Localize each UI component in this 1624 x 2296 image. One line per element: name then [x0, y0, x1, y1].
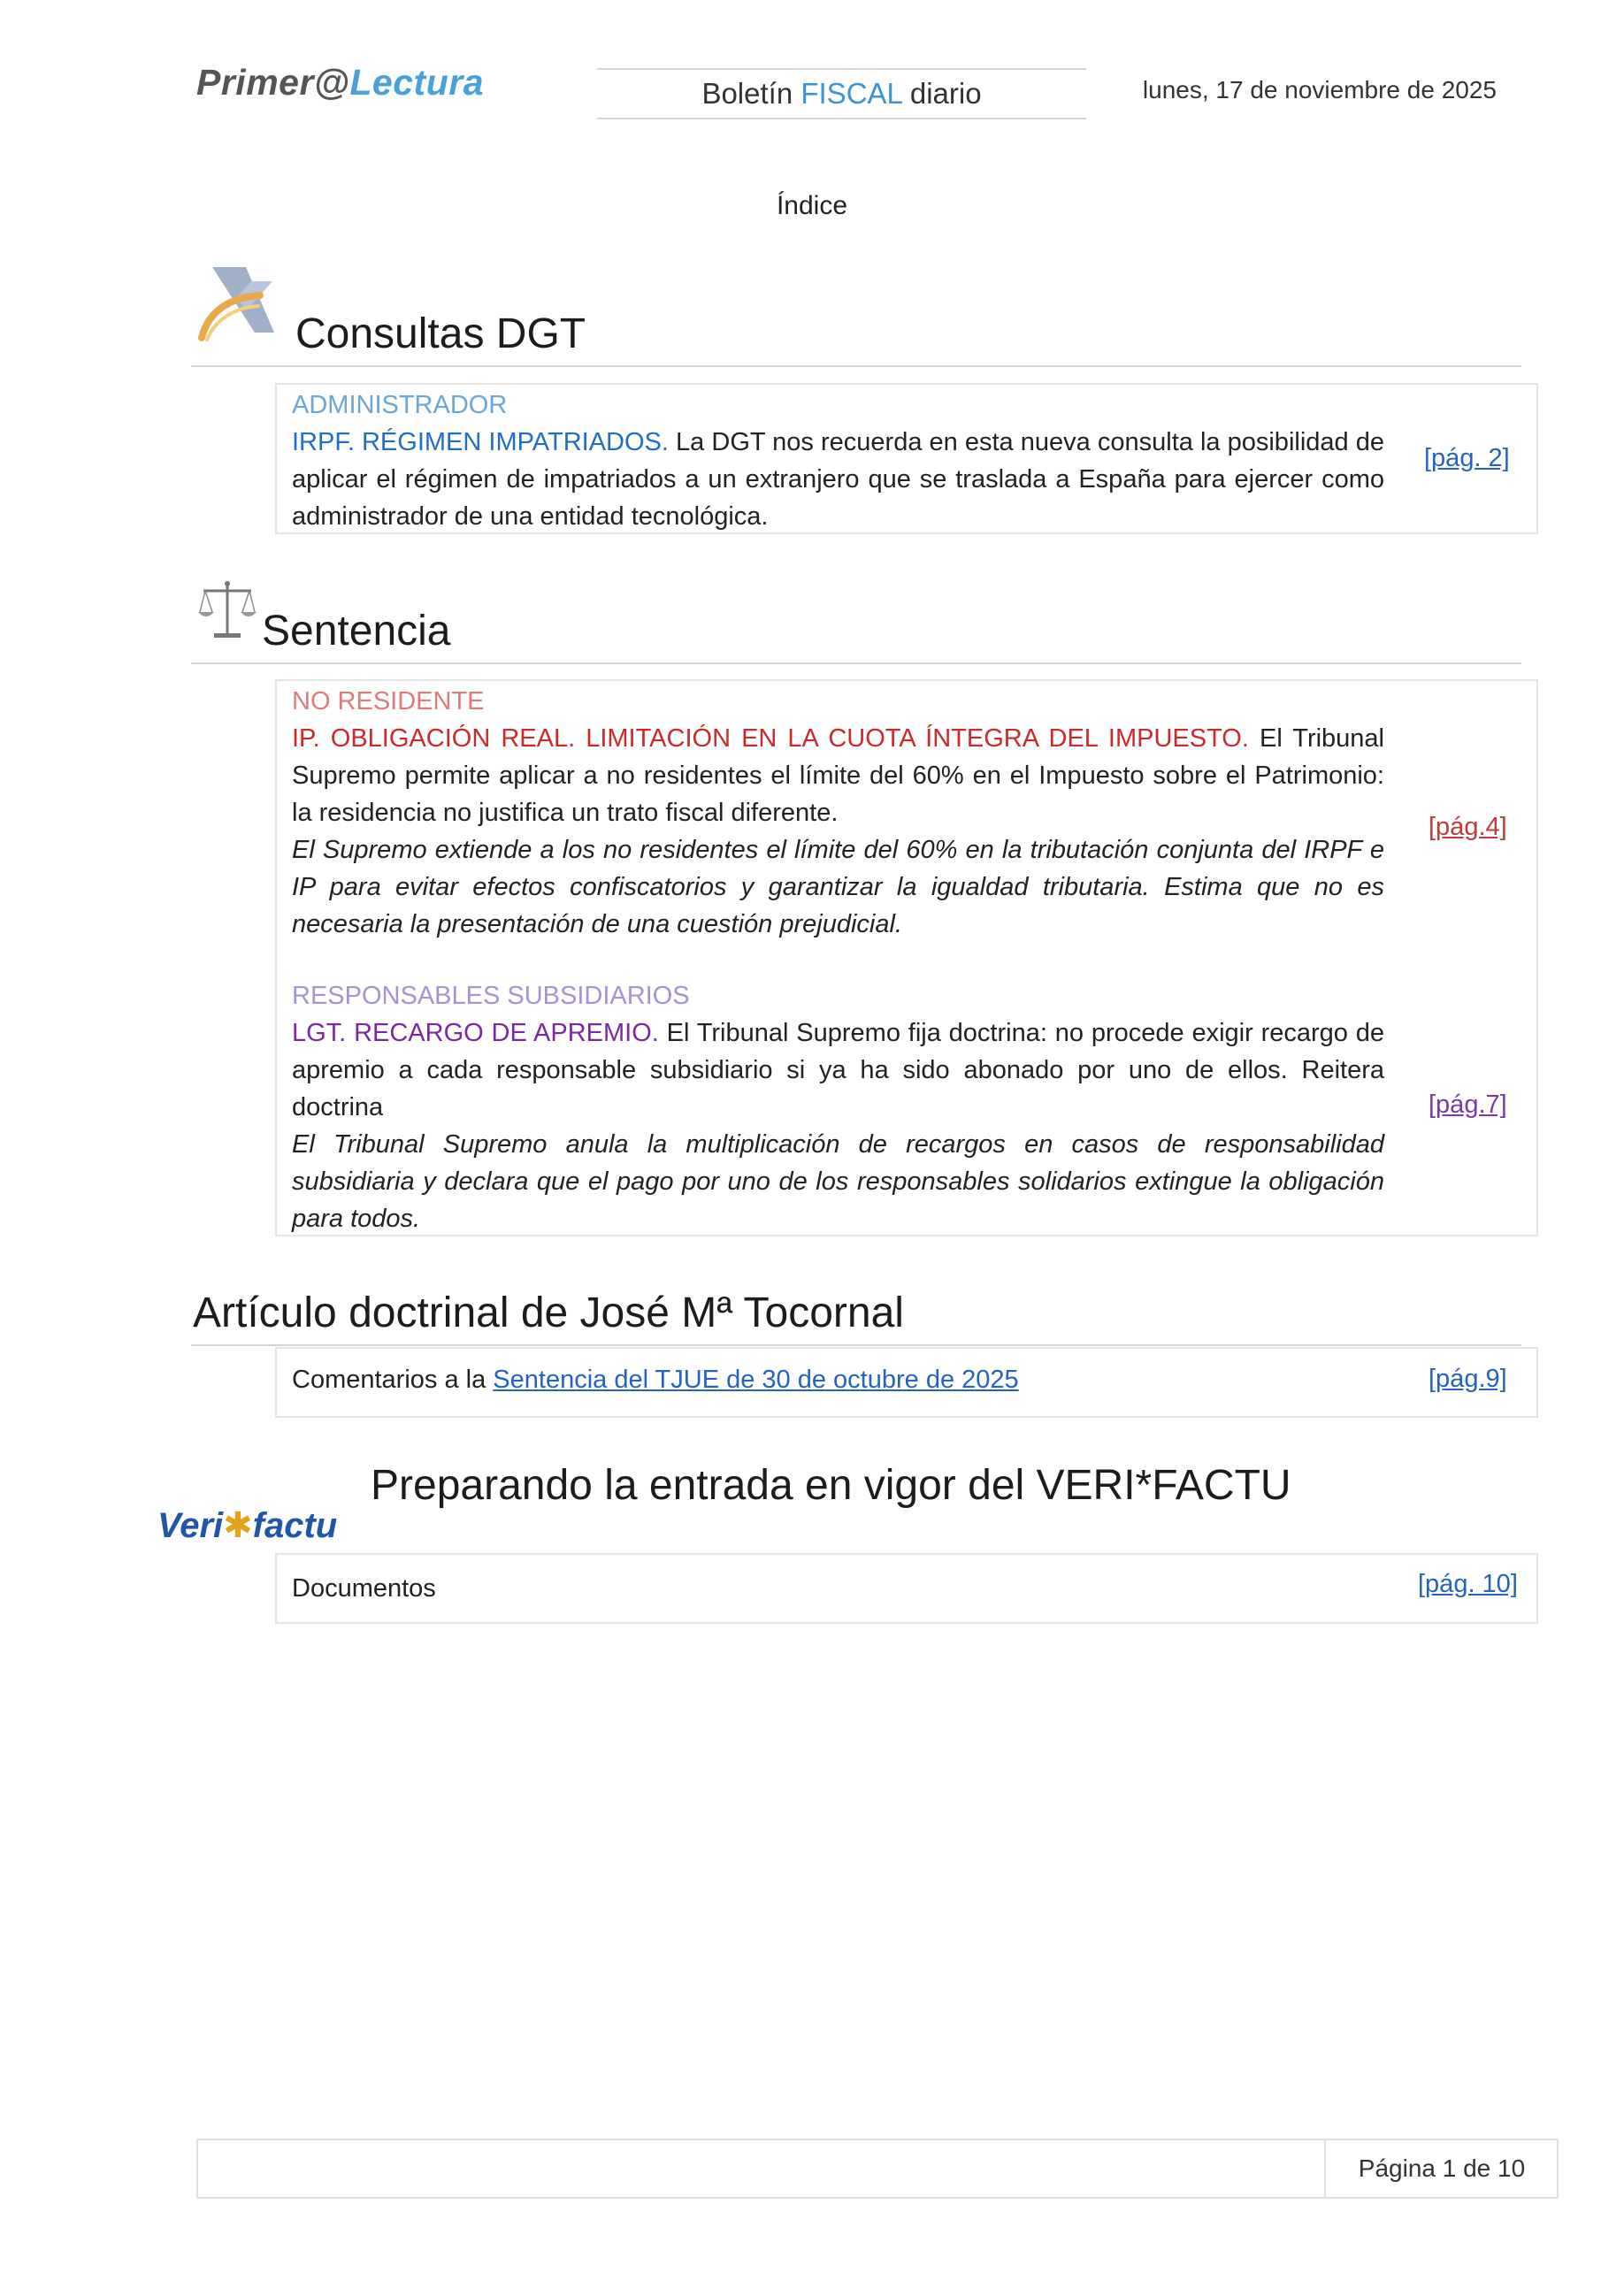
sentencia-item-2 [292, 977, 1384, 1237]
page-number: Página 1 de 10 [1358, 2154, 1526, 2182]
page-ref-link[interactable]: [pág. 2] [1424, 444, 1510, 472]
bulletin-suffix: diario [901, 77, 982, 110]
item-text: Comentarios a la [292, 1366, 494, 1394]
sentencia-item-1 [292, 683, 1384, 943]
category-label: NO RESIDENTE [292, 687, 485, 716]
articulo-item [292, 1361, 1384, 1398]
item-title: LGT. RECARGO DE APREMIO. [292, 1019, 659, 1047]
page-ref-link[interactable]: [pág.9] [1429, 1365, 1507, 1393]
logo-text-1: Veri [157, 1506, 224, 1545]
category-label: ADMINISTRADOR [292, 391, 508, 419]
header-date: lunes, 17 de noviembre de 2025 [1142, 76, 1497, 103]
bulletin-highlight: FISCAL [801, 77, 902, 110]
page-ref-link[interactable]: [pág. 10] [1418, 1570, 1518, 1598]
dgt-item [292, 386, 1384, 535]
section-divider [191, 365, 1521, 367]
footer-divider [1324, 2139, 1326, 2199]
category-label: RESPONSABLES SUBSIDIARIOS [292, 982, 690, 1010]
bulletin-title [597, 68, 1086, 119]
item-title: IP. OBLIGACIÓN REAL. LIMITACIÓN EN LA CUOTA ÍNTEGRA DEL IMPUESTO. [292, 724, 1249, 753]
page-ref-link[interactable]: [pág.7] [1429, 1091, 1507, 1119]
section-title-articulo: Artículo doctrinal de José Mª Tocornal [193, 1290, 904, 1336]
bulletin-prefix: Boletín [701, 77, 801, 110]
brand-part2: Lectura [349, 62, 484, 103]
page-ref-link[interactable]: [pág.4] [1429, 813, 1507, 841]
logo-text-2: factu [252, 1506, 338, 1545]
tjue-sentence-link[interactable]: Sentencia del TJUE de 30 de octubre de 2025 [493, 1366, 1019, 1394]
item-title: IRPF. RÉGIMEN IMPATRIADOS. [292, 428, 669, 456]
index-title: Índice [776, 191, 848, 220]
section-divider [191, 1344, 1521, 1346]
section-title-sentencia: Sentencia [262, 608, 451, 654]
section-title-dgt: Consultas DGT [295, 310, 586, 357]
star-icon: ✱ [223, 1506, 253, 1545]
section-title-verifactu: Preparando la entrada en vigor del VERI*FACTU [371, 1462, 1291, 1509]
brand-part1: Primer@ [196, 62, 350, 103]
item-summary: El Supremo extiende a los no residentes el límite del 60% en la tributación conjunta del IRPF e IP para evitar efectos confiscatorios y garantizar la igualdad tributaria. Estima que no es necesaria la presentación de una cuestión prejudicial. [292, 836, 1384, 938]
item-text: El Tribunal Supremo fija doctrina: no procede exigir recargo de apremio a cada responsable subsidiario si ya ha sido abonado por uno de ellos. Reitera doctrina [292, 1019, 1384, 1121]
item-summary: El Tribunal Supremo anula la multiplicación de recargos en casos de responsabilidad subsidiaria y declara que el pago por uno de los responsables solidarios extingue la obligación para todos. [292, 1130, 1384, 1233]
aeat-logo-icon [196, 264, 285, 345]
verifactu-logo [157, 1505, 338, 1548]
item-text: El Tribunal Supremo permite aplicar a no residentes el límite del 60% en el Impuesto sobre el Patrimonio: la residencia no justifica un trato fiscal diferente. [292, 724, 1385, 827]
verifactu-item: Documentos [292, 1574, 436, 1603]
section-divider [191, 662, 1521, 664]
item-text: La DGT nos recuerda en esta nueva consulta la posibilidad de aplicar el régimen de impatriados a un extranjero que se traslada a España para ejercer como administrador de una entidad tecnológica. [292, 428, 1384, 531]
brand-logo [196, 62, 484, 103]
verifactu-box [275, 1553, 1538, 1624]
scales-icon [196, 578, 258, 642]
